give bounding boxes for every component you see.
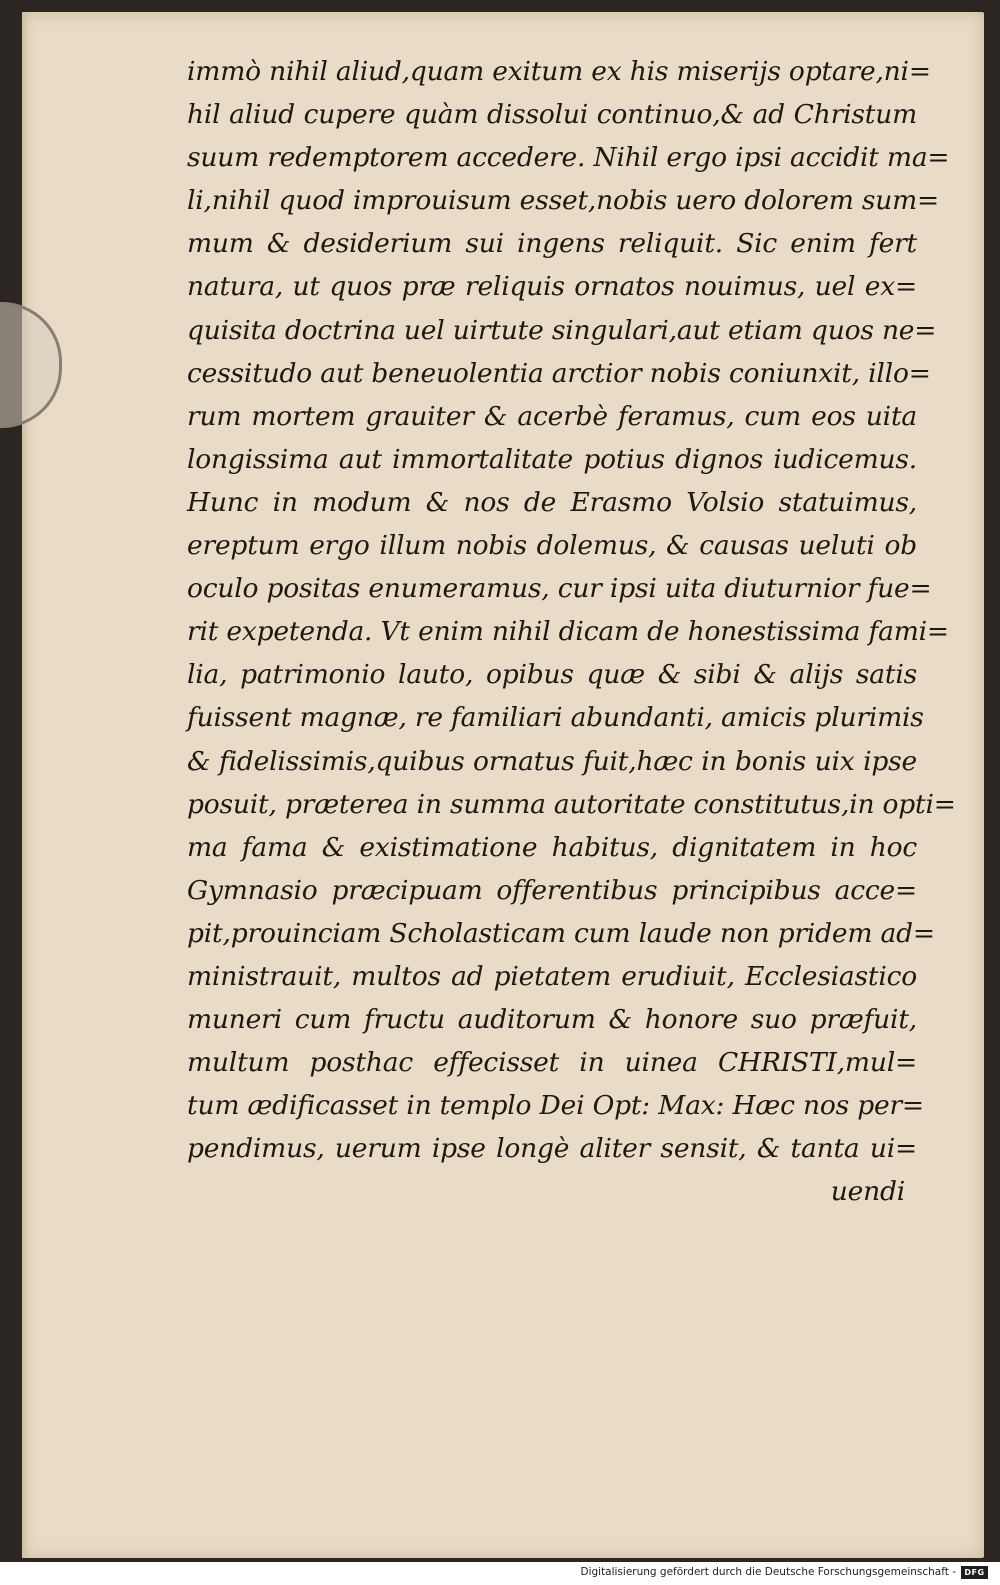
funding-notice: Digitalisierung gefördert durch die Deutsche Forschungsgemeinschaft - bbox=[580, 1566, 956, 1578]
text-line: natura, ut quos præ reliquis ornatos nouimus, uel ex= bbox=[187, 271, 917, 303]
text-line: pit,prouinciam Scholasticam cum laude non pridem ad= bbox=[187, 917, 935, 949]
text-line: tum ædificasset in templo Dei Opt: Max: Hæc nos per= bbox=[187, 1090, 924, 1122]
text-line: rit expetenda. Vt enim nihil dicam de honestissima fami= bbox=[187, 616, 949, 648]
text-line: ereptum ergo illum nobis dolemus, & causas ueluti ob bbox=[187, 530, 917, 562]
text-line: & fidelissimis,quibus ornatus fuit,hæc in bonis uix ipse bbox=[187, 745, 917, 777]
text-line: posuit, præterea in summa autoritate constitutus,in opti= bbox=[187, 788, 956, 820]
text-line: rum mortem grauiter & acerbè feramus, cum eos uita bbox=[187, 400, 917, 432]
text-line: li,nihil quod improuisum esset,nobis uero dolorem sum= bbox=[187, 185, 940, 217]
page-edge-shadow bbox=[22, 12, 28, 1558]
text-line: immò nihil aliud,quam exitum ex his miserijs optare,ni= bbox=[187, 56, 931, 87]
text-line: hil aliud cupere quàm dissolui continuo,& ad Christum bbox=[187, 99, 917, 131]
text-line: lia, patrimonio lauto, opibus quæ & sibi & alijs satis bbox=[187, 659, 917, 691]
text-line: muneri cum fructu auditorum & honore suo præfuit, bbox=[187, 1004, 917, 1036]
text-line: Gymnasio præcipuam offerentibus principibus acce= bbox=[187, 874, 917, 906]
clasp-ring-icon bbox=[0, 302, 62, 428]
footer-bar bbox=[0, 1562, 1000, 1585]
text-line: longissima aut immortalitate potius dignos iudicemus. bbox=[187, 443, 917, 475]
text-line: multum posthac effecisset in uinea CHRISTI,mul= bbox=[187, 1047, 917, 1079]
text-line: oculo positas enumeramus, cur ipsi uita diuturnior fue= bbox=[187, 573, 932, 605]
text-line: ma fama & existimatione habitus, dignitatem in hoc bbox=[187, 831, 917, 863]
text-line: mum & desiderium sui ingens reliquit. Sic enim fert bbox=[187, 228, 917, 260]
text-line: fuissent magnæ, re familiari abundanti, amicis plurimis bbox=[187, 702, 924, 734]
dfg-logo: DFG bbox=[961, 1566, 988, 1579]
text-line: Hunc in modum & nos de Erasmo Volsio statuimus, bbox=[187, 486, 917, 518]
text-line: quisita doctrina uel uirtute singulari,aut etiam quos ne= bbox=[187, 314, 937, 346]
text-line: suum redemptorem accedere. Nihil ergo ipsi accidit ma= bbox=[187, 142, 950, 174]
text-line: ministrauit, multos ad pietatem erudiuit, Ecclesiastico bbox=[187, 960, 917, 992]
book-page bbox=[22, 12, 984, 1558]
catchword: uendi bbox=[830, 1176, 905, 1208]
text-line: cessitudo aut beneuolentia arctior nobis coniunxit, illo= bbox=[187, 357, 931, 389]
page-text-block bbox=[187, 50, 956, 1214]
text-line: pendimus, uerum ipse longè aliter sensit, & tanta ui= bbox=[187, 1133, 917, 1165]
